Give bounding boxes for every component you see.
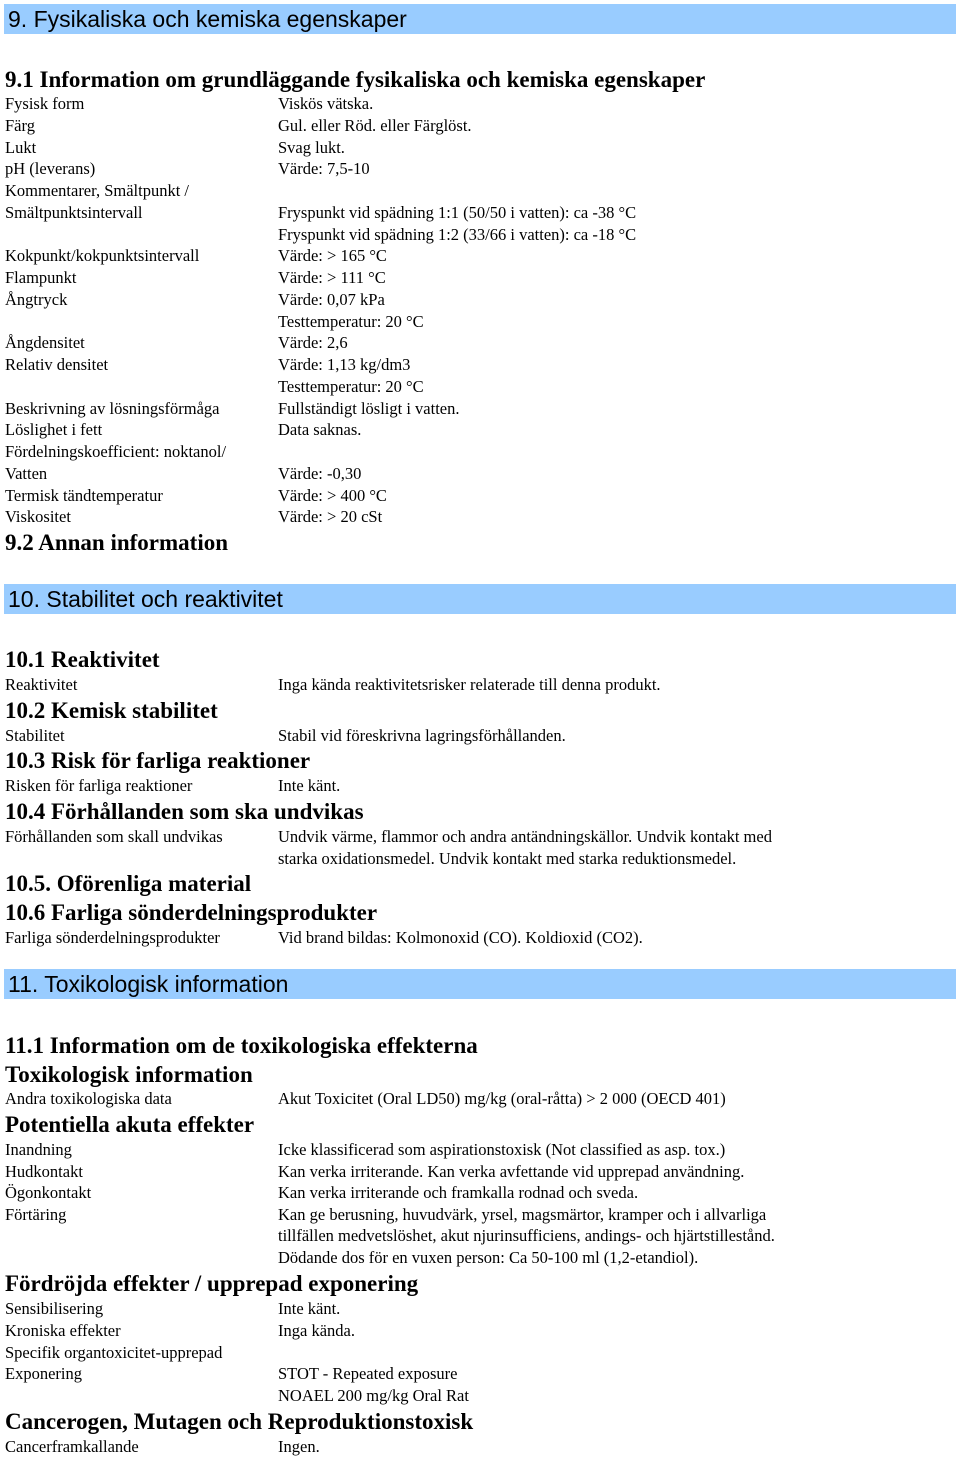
table-row [0,158,960,180]
table-row [0,1247,960,1269]
property-value: Testtemperatur: 20 °C [278,311,424,331]
property-value: Icke klassificerad som aspirationstoxisk (Not classified as asp. tox.) [278,1140,726,1159]
property-label: Termisk tändtemperatur [5,485,163,505]
table-row [0,826,960,848]
table-row [0,1139,960,1161]
table-row [0,463,960,485]
table-row [0,1088,960,1110]
property-label: Cancerframkallande [5,1437,139,1456]
section-11-header: 11. Toxikologisk information [4,969,956,999]
property-value: Värde: 0,07 kPa [278,289,385,309]
table-row [0,224,960,246]
table-row [0,115,960,137]
section-11-1-heading: 11.1 Information om de toxikologiska effekterna [5,1033,478,1058]
property-label: Färg [5,115,35,135]
property-value: Fryspunkt vid spädning 1:2 (33/66 i vatten): ca -18 °C [278,224,637,244]
table-row [0,506,960,528]
property-label: Specifik organtoxicitet-upprepad [5,1342,223,1362]
property-value: Data saknas. [278,420,362,440]
property-label: Ångtryck [5,289,68,309]
table-row [0,674,960,696]
property-label: Kroniska effekter [5,1320,121,1340]
property-label: Andra toxikologiska data [5,1089,172,1108]
property-value: Dödande dos för en vuxen person: Ca 50-100 ml (1,2-etandiol). [278,1248,699,1267]
section-10-1-heading: 10.1 Reaktivitet [5,647,160,672]
property-label: Sensibilisering [5,1299,104,1318]
table-row [0,1320,960,1342]
table-row [0,1225,960,1247]
property-label: Inandning [5,1140,72,1159]
property-value: starka oxidationsmedel. Undvik kontakt med starka reduktionsmedel. [278,849,737,868]
property-label: Farliga sönderdelningsprodukter [5,928,220,947]
property-value: Kan ge berusning, huvudvärk, yrsel, magsmärtor, kramper och i allvarliga [278,1204,767,1224]
property-label: Förtäring [5,1204,67,1224]
acute-effects-heading: Potentiella akuta effekter [5,1112,255,1137]
property-label: Lukt [5,137,37,157]
property-label: Beskrivning av lösningsförmåga [5,398,220,418]
property-label: pH (leverans) [5,159,96,179]
property-value: Vid brand bildas: Kolmonoxid (CO). Koldioxid (CO2). [278,928,643,947]
property-value: tillfällen medvetslöshet, akut njurinsufficiens, andings- och hjärtstillestånd. [278,1226,775,1246]
property-label: Smältpunktsintervall [5,202,143,222]
table-row [0,927,960,949]
carcinogen-heading: Cancerogen, Mutagen och Reproduktionstoxisk [5,1409,474,1434]
property-value: Inga kända reaktivitetsrisker relaterade till denna produkt. [278,675,661,694]
table-row [0,419,960,441]
property-value: Ingen. [278,1437,320,1456]
section-10-5-heading: 10.5. Oförenliga material [5,871,252,896]
table-row [0,245,960,267]
property-value: Testtemperatur: 20 °C [278,376,424,396]
table-row [0,180,960,202]
table-row [0,289,960,311]
property-value: Inte känt. [278,776,341,795]
table-row [0,1182,960,1204]
property-label: Löslighet i fett [5,420,103,440]
property-label: Stabilitet [5,726,65,745]
property-value: Svag lukt. [278,137,345,157]
property-value: Kan verka irriterande. Kan verka avfettande vid upprepad användning. [278,1161,745,1181]
property-value: Värde: 7,5-10 [278,159,370,179]
table-row [0,1204,960,1226]
property-value: Värde: > 111 °C [278,268,386,287]
table-row [0,441,960,463]
table-row [0,1385,960,1407]
property-value: Värde: 1,13 kg/dm3 [278,355,411,374]
property-label: Flampunkt [5,268,77,287]
table-row [0,1298,960,1320]
property-value: Fryspunkt vid spädning 1:1 (50/50 i vatten): ca -38 °C [278,202,637,222]
table-row [0,311,960,333]
table-row [0,1161,960,1183]
property-value: Värde: > 165 °C [278,246,387,266]
table-row [0,267,960,289]
table-row [0,376,960,398]
table-row [0,202,960,224]
toxicological-info-heading: Toxikologisk information [5,1062,253,1087]
property-label: Relativ densitet [5,355,109,374]
property-value: Värde: -0,30 [278,463,362,483]
table-row [0,1436,960,1458]
table-row [0,725,960,747]
section-10-4-heading: 10.4 Förhållanden som ska undvikas [5,799,364,824]
property-label: Kommentarer, Smältpunkt / [5,181,190,200]
property-value: Värde: > 20 cSt [278,507,383,527]
table-row [0,398,960,420]
table-row [0,332,960,354]
section-10-header: 10. Stabilitet och reaktivitet [4,584,956,614]
property-label: Fysisk form [5,94,85,113]
table-row [0,1363,960,1385]
table-row [0,485,960,507]
section-9-1-heading: 9.1 Information om grundläggande fysikaliska och kemiska egenskaper [5,67,706,92]
table-row [0,93,960,115]
property-label: Fördelningskoefficient: noktanol/ [5,442,227,461]
property-value: Inte känt. [278,1299,341,1318]
section-10-6-heading: 10.6 Farliga sönderdelningsprodukter [5,900,378,925]
property-value: Fullständigt lösligt i vatten. [278,398,460,418]
table-row [0,848,960,870]
property-label: Risken för farliga reaktioner [5,776,193,795]
section-9-2-heading: 9.2 Annan information [5,530,229,555]
section-10-3-heading: 10.3 Risk för farliga reaktioner [5,748,311,773]
property-label: Vatten [5,463,48,483]
property-value: NOAEL 200 mg/kg Oral Rat [278,1386,469,1406]
property-label: Förhållanden som skall undvikas [5,827,223,846]
property-label: Ögonkontakt [5,1183,92,1203]
property-label: Hudkontakt [5,1161,83,1181]
property-label: Kokpunkt/kokpunktsintervall [5,246,200,266]
property-label: Ångdensitet [5,333,85,353]
property-value: Viskös vätska. [278,94,374,113]
property-label: Exponering [5,1364,82,1384]
property-value: Värde: 2,6 [278,333,348,353]
table-row [0,775,960,797]
property-label: Viskositet [5,507,71,527]
property-value: Gul. eller Röd. eller Färglöst. [278,115,472,135]
table-row [0,137,960,159]
table-row [0,1342,960,1364]
property-value: Stabil vid föreskrivna lagringsförhållanden. [278,726,566,745]
property-value: Akut Toxicitet (Oral LD50) mg/kg (oral-råtta) > 2 000 (OECD 401) [278,1089,726,1108]
property-value: STOT - Repeated exposure [278,1364,458,1384]
property-value: Undvik värme, flammor och andra antändningskällor. Undvik kontakt med [278,827,772,846]
property-label: Reaktivitet [5,675,78,694]
property-value: Värde: > 400 °C [278,485,387,505]
table-row [0,354,960,376]
section-9-header: 9. Fysikaliska och kemiska egenskaper [4,4,956,34]
property-value: Kan verka irriterande och framkalla rodnad och sveda. [278,1183,639,1203]
property-value: Inga kända. [278,1320,355,1340]
section-10-2-heading: 10.2 Kemisk stabilitet [5,698,218,723]
delayed-effects-heading: Fördröjda effekter / upprepad exponering [5,1271,419,1296]
